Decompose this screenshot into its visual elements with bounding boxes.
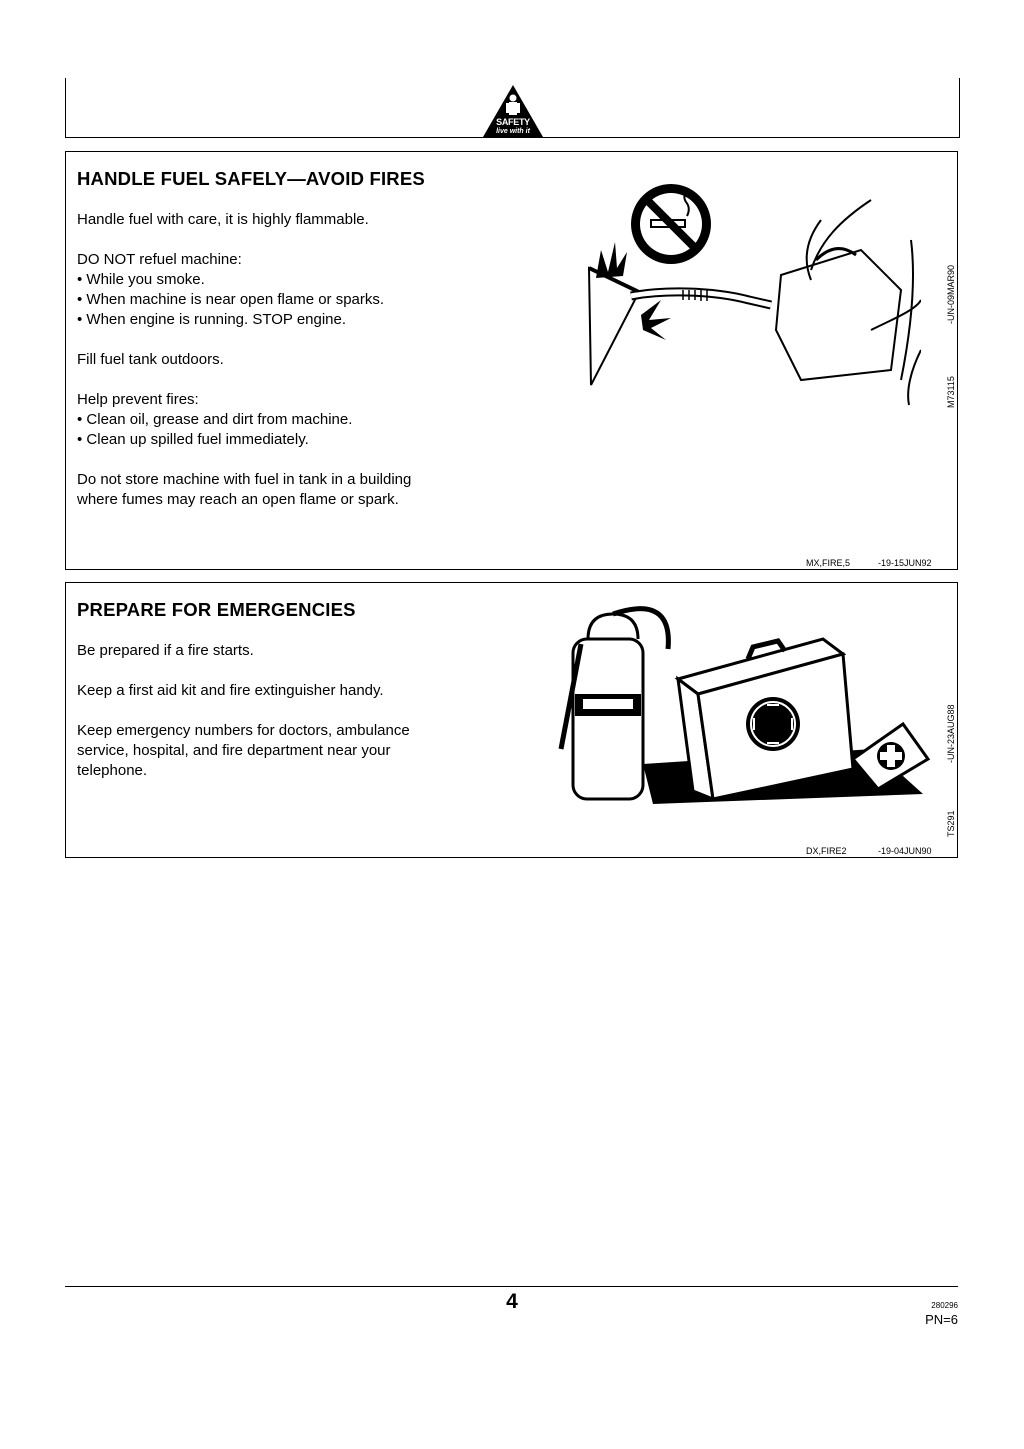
paragraph — [77, 210, 497, 230]
text-line: Help prevent fires: — [77, 391, 199, 408]
paragraph — [77, 641, 497, 661]
first-aid-illustration — [553, 599, 933, 809]
fuel-safety-section — [65, 151, 958, 570]
pn-code: PN=6 — [925, 1312, 958, 1327]
reference-code: DX,FIRE2 — [806, 846, 847, 856]
text-line: Do not store machine with fuel in tank in a building — [77, 471, 412, 488]
text-line: where fumes may reach an open flame or spark. — [77, 491, 399, 508]
bullet-line: • While you smoke. — [77, 271, 205, 288]
first-aid-kit-icon — [678, 639, 853, 799]
bullet-line: • Clean oil, grease and dirt from machine. — [77, 411, 353, 428]
image-code-top: -UN-09MAR90 — [946, 264, 956, 324]
logo-line2: live with it — [496, 128, 530, 135]
text-line: DO NOT refuel machine: — [77, 251, 242, 268]
section-body — [77, 210, 497, 530]
section-title: PREPARE FOR EMERGENCIES — [77, 599, 356, 620]
paragraph — [77, 350, 497, 370]
bullet-line: • Clean up spilled fuel immediately. — [77, 431, 309, 448]
text-line: Keep emergency numbers for doctors, ambulance — [77, 722, 410, 739]
document-code: 280296 — [931, 1301, 958, 1310]
paragraph — [77, 681, 497, 701]
no-smoking-icon — [631, 184, 711, 264]
text-line: telephone. — [77, 762, 148, 779]
image-code-top: -UN-23AUG88 — [946, 704, 956, 763]
text-line: service, hospital, and fire department near your — [77, 742, 391, 759]
section-title: HANDLE FUEL SAFELY—AVOID FIRES — [77, 168, 425, 189]
emergency-section — [65, 582, 958, 858]
image-code-bottom: M73115 — [946, 376, 956, 408]
image-code-bottom: TS291 — [946, 810, 956, 837]
reference-date: -19-15JUN92 — [878, 558, 932, 568]
text-line: Handle fuel with care, it is highly flammable. — [77, 211, 369, 228]
safety-alert-logo — [482, 84, 544, 138]
bullet-line: • When engine is running. STOP engine. — [77, 311, 347, 328]
page-number: 4 — [506, 1290, 518, 1313]
reference-date: -19-04JUN90 — [878, 846, 932, 856]
footer-rule — [65, 1286, 958, 1287]
bullet-line: • When machine is near open flame or sparks. — [77, 291, 385, 308]
text-line: Keep a first aid kit and fire extinguisher handy. — [77, 682, 384, 699]
refueling-illustration — [571, 180, 921, 410]
section-body — [77, 641, 497, 801]
paragraph — [77, 250, 497, 330]
paragraph — [77, 470, 497, 510]
reference-code: MX,FIRE,5 — [806, 558, 851, 568]
text-line: Be prepared if a fire starts. — [77, 642, 254, 659]
text-line: Fill fuel tank outdoors. — [77, 351, 224, 368]
logo-line1: SAFETY — [496, 117, 530, 127]
paragraph — [77, 721, 497, 781]
paragraph — [77, 390, 497, 450]
